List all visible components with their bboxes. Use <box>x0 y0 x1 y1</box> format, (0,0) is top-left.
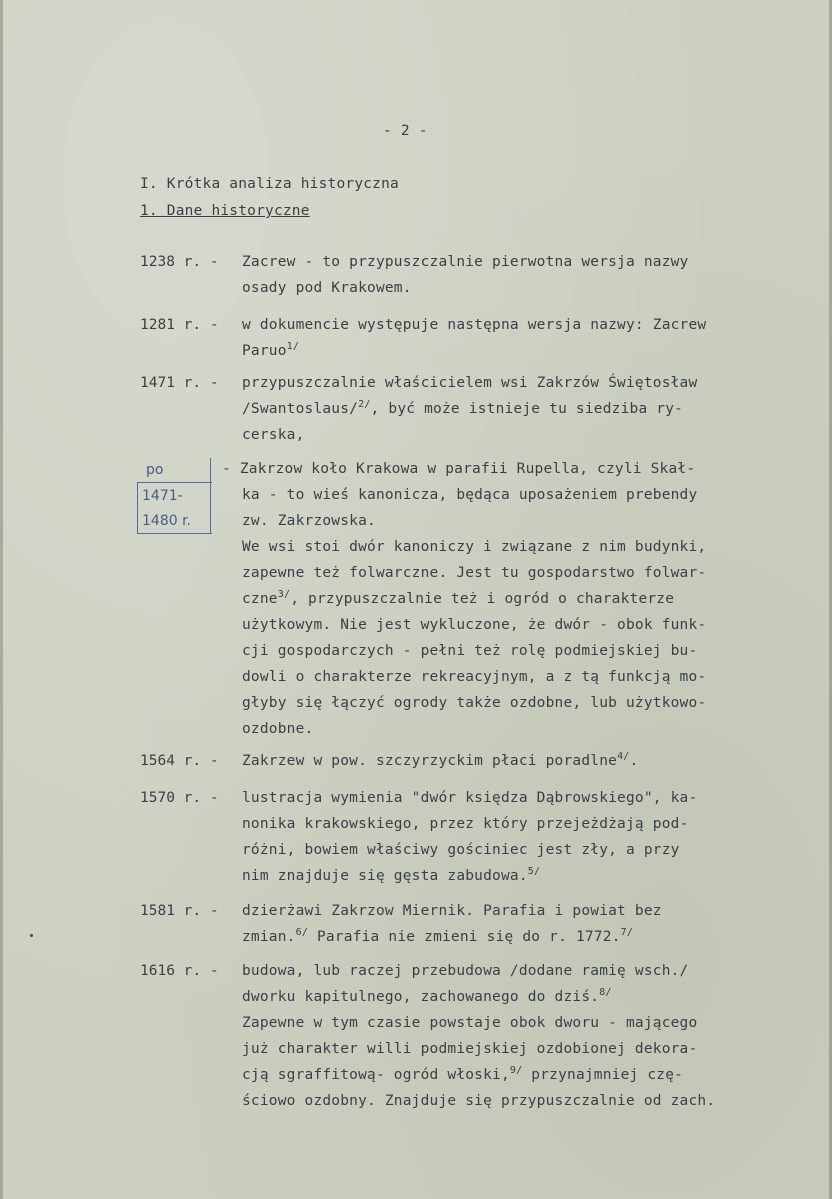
entry-line: ka - to wieś kanonicza, będąca uposażeniem prebendy <box>242 487 698 503</box>
entry-line: użytkowym. Nie jest wykluczone, że dwór - obok funk- <box>242 617 707 633</box>
entry-line: przypuszczalnie właścicielem wsi Zakrzów Świętosław <box>242 375 698 391</box>
entry-line: dworku kapitulnego, zachowanego do dziś.$^{8/}$ <box>242 987 612 1005</box>
entry-line: - Zakrzow koło Krakowa w parafii Rupella, czyli Skał- <box>222 461 696 477</box>
entry-line: We wsi stoi dwór kanoniczy i związane z nim budynki, <box>242 539 707 555</box>
entry-year: 1581 r. - <box>140 903 219 919</box>
entry-year: 1471 r. - <box>140 375 219 391</box>
entry-line: różni, bowiem właściwy gościniec jest zły, a przy <box>242 842 680 858</box>
footnote-ref: 6/ <box>295 927 309 938</box>
entry-line: lustracja wymienia "dwór księdza Dąbrowskiego", ka- <box>242 790 698 806</box>
entry-line: ściowo ozdobny. Znajduje się przypuszczalnie od zach. <box>242 1093 716 1109</box>
footnote-ref: 9/ <box>509 1065 523 1076</box>
entry-line: cerska, <box>242 427 305 443</box>
footnote-ref: 2/ <box>358 399 371 410</box>
entry-line: zw. Zakrzowska. <box>242 513 376 529</box>
entry-line: dowli o charakterze rekreacyjnym, a z tą funkcją mo- <box>242 669 707 685</box>
entry-line: zmian.$^{6/}$ Parafia nie zmieni się do r. 1772.$^{7/}$ <box>242 927 634 945</box>
entry-line: ozdobne. <box>242 721 314 737</box>
scan-speck <box>30 934 33 937</box>
entry-line: cją sgraffitową- ogród włoski,$^{9/}$ przynajmniej czę- <box>242 1065 684 1083</box>
footnote-ref: 7/ <box>620 927 634 938</box>
entry-line: /Swantoslaus/$^{2/}$, być może istnieje tu siedziba ry- <box>242 399 684 417</box>
entry-line: w dokumencie występuje następna wersja nazwy: Zacrew <box>242 317 707 333</box>
entry-line: osady pod Krakowem. <box>242 280 412 296</box>
entry-line: Zapewne w tym czasie powstaje obok dworu - mającego <box>242 1015 698 1031</box>
entry-line: już charakter willi podmiejskiej ozdobionej dekora- <box>242 1041 698 1057</box>
scan-edge-left <box>0 0 3 1199</box>
entry-line: nonika krakowskiego, przez który przejeżdżają pod- <box>242 816 689 832</box>
subsection-heading: 1. Dane historyczne <box>140 203 310 219</box>
entry-year: 1238 r. - <box>140 254 219 270</box>
entry-line: Zacrew - to przypuszczalnie pierwotna wersja nazwy <box>242 254 689 270</box>
entry-year: 1616 r. - <box>140 963 219 979</box>
handwritten-note: po <box>146 462 164 478</box>
entry-line: dzierżawi Zakrzow Miernik. Parafia i powiat bez <box>242 903 662 919</box>
entry-line: zapewne też folwarczne. Jest tu gospodarstwo folwar- <box>242 565 707 581</box>
entry-year: 1570 r. - <box>140 790 219 806</box>
handwritten-bracket <box>210 458 211 534</box>
footnote-ref: 8/ <box>599 987 612 998</box>
handwritten-note: 1480 r. <box>142 513 191 529</box>
entry-year: 1564 r. - <box>140 753 219 769</box>
entry-line: czne$^{3/}$, przypuszczalnie też i ogród o charakterze <box>242 589 675 607</box>
footnote-ref: 3/ <box>277 589 291 600</box>
footnote-ref: 5/ <box>527 866 541 877</box>
footnote-ref: 1/ <box>286 341 300 352</box>
entry-line: nim znajduje się gęsta zabudowa.$^{5/}$ <box>242 866 541 884</box>
footnote-ref: 4/ <box>617 751 630 762</box>
entry-line: Zakrzew w pow. szczyrzyckim płaci poradlne$^{4/}$. <box>242 751 639 769</box>
section-heading: I. Krótka analiza historyczna <box>140 176 399 192</box>
entry-line: cji gospodarczych - pełni też rolę podmiejskiej bu- <box>242 643 698 659</box>
entry-line: Paruo$^{1/}$ <box>242 341 300 359</box>
page-number: - 2 - <box>383 123 428 139</box>
entry-year: 1281 r. - <box>140 317 219 333</box>
entry-line: głyby się łączyć ogrody także ozdobne, lub użytkowo- <box>242 695 707 711</box>
handwritten-bracket <box>137 482 212 534</box>
handwritten-note: 1471- <box>142 488 183 504</box>
entry-line: budowa, lub raczej przebudowa /dodane ramię wsch./ <box>242 963 689 979</box>
